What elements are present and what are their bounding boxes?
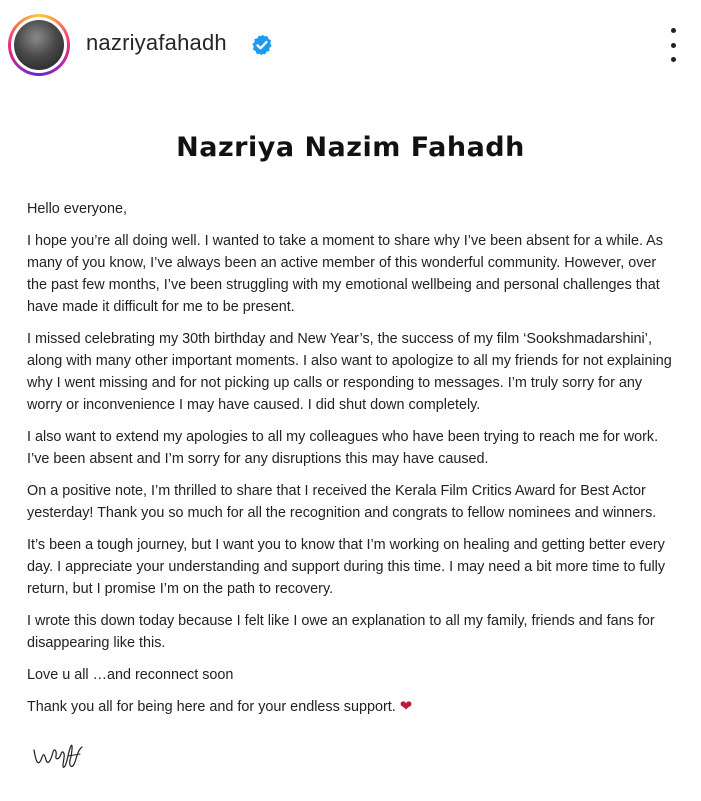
verified-badge-icon [250, 33, 274, 57]
paragraph: I also want to extend my apologies to all my colleagues who have been trying to reach me for work. I’ve been absent and I’m sorry for any disruptions this may have caused. [27, 429, 659, 467]
letter-body [27, 198, 677, 728]
username-link[interactable]: nazriyafahadh [86, 30, 227, 55]
more-options-icon[interactable] [663, 28, 683, 62]
greeting: Hello everyone, [27, 201, 127, 217]
paragraph: Love u all …and reconnect soon [27, 667, 234, 683]
paragraph: On a positive note, I’m thrilled to share that I received the Kerala Film Critics Award for Best Actor yesterday! Thank you so much for all the recognition and congrats to fellow nominees and winners. [27, 483, 657, 521]
heart-icon: ❤ [399, 698, 413, 715]
story-ring[interactable] [8, 14, 70, 76]
post-header [0, 0, 701, 92]
closing-line [27, 696, 677, 718]
signature-icon [28, 730, 88, 776]
avatar-photo [14, 20, 64, 70]
paragraph: I missed celebrating my 30th birthday and New Year’s, the success of my film ‘Sookshmadarshini’, along with many other important moments. I also want to apologize to all my friends for not explaining why I went missing and for not picking up calls or responding to messages. I’m truly sorry for any worry or inconvenience I may have caused. I did shut down completely. [27, 331, 672, 413]
paragraph: I wrote this down today because I felt like I owe an explanation to all my family, friends and fans for disappearing like this. [27, 613, 655, 651]
closing-text: Thank you all for being here and for your endless support. [27, 699, 396, 715]
avatar[interactable] [11, 17, 67, 73]
paragraph: I hope you’re all doing well. I wanted to take a moment to share why I’ve been absent for a while. As many of you know, I’ve always been an active member of this wonderful community. However, over the past few months, I’ve been struggling with my emotional wellbeing and personal challenges that have made it difficult for me to be present. [27, 233, 663, 315]
letter-title: Nazriya Nazim Fahadh [176, 132, 525, 163]
paragraph: It’s been a tough journey, but I want you to know that I’m working on healing and getting better every day. I appreciate your understanding and support during this time. I may need a bit more time to fully return, but I promise I’m on the path to recovery. [27, 537, 666, 597]
